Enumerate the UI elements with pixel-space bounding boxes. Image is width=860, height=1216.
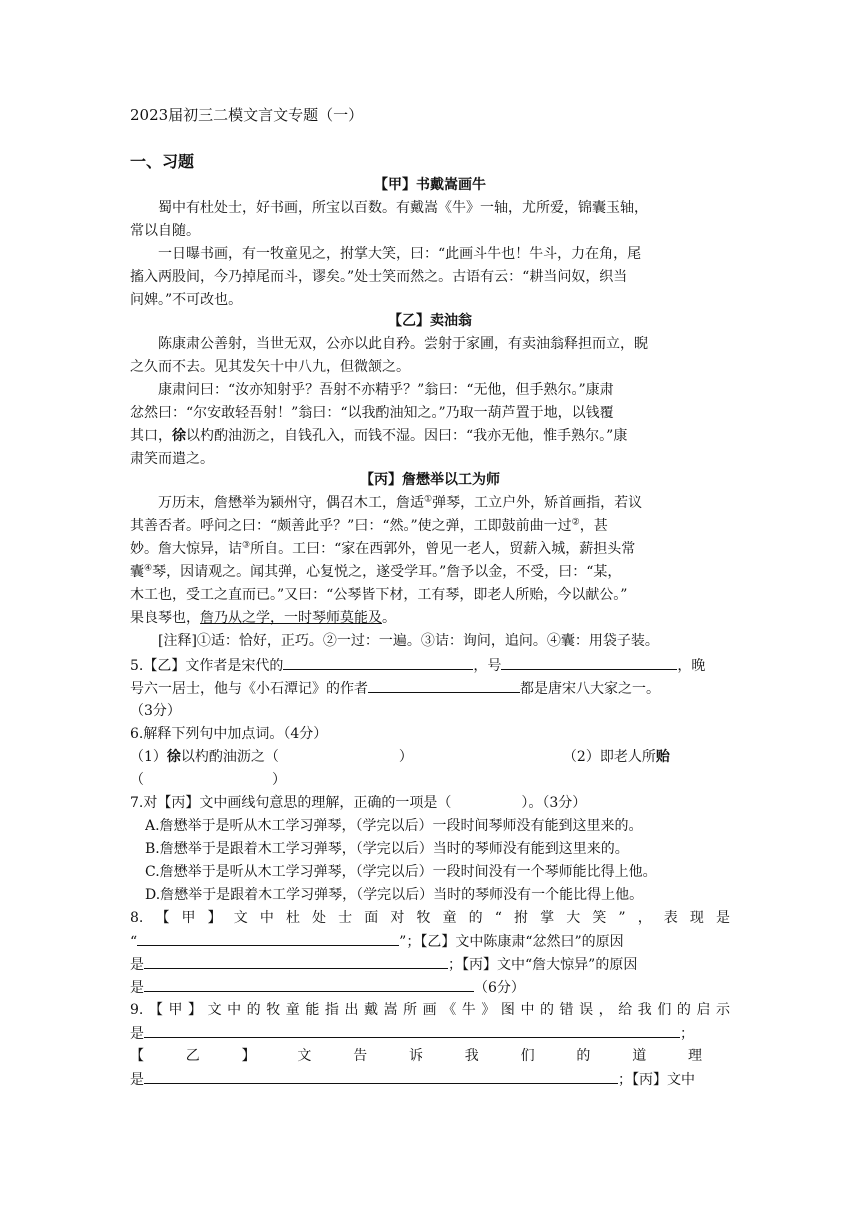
text-span: 都是唐宋八大家之一。 [520,681,660,697]
question-9-line: 9.【甲】文中的牧童能指出戴嵩所画《牛》图中的错误，给我们的启示 [130,1002,730,1018]
annotation-note: [注释]①适：恰好，正巧。②一过：一遍。③诘：询问，追问。④囊：用袋子装。 [158,633,659,649]
question-8-line [130,930,730,953]
text-span: 是 [130,980,144,996]
passage-b-line: 康肃问曰：“汝亦知射乎？吾射不亦精乎？”翁曰：“无他，但手熟尔。”康肃 [158,382,614,398]
passage-a-title: 【甲】书戴嵩画牛 [374,177,486,193]
question-9-line [130,1068,730,1091]
text-span: 其善否者。呼问之曰：“颇善此乎？”曰：“然。”使之弹，工即鼓前曲一过 [130,518,572,534]
text-span: ，晚 [677,658,706,674]
question-8-line [130,976,730,999]
answer-blank[interactable] [144,953,448,969]
text-span: 果良琴也， [130,610,200,626]
text-span: 。 [382,610,396,626]
question-6-items [130,746,730,768]
text-span: ） [398,749,413,765]
answer-blank[interactable] [144,1022,680,1038]
passage-a-line: 问婢。”不可改也。 [130,292,243,308]
text-span: （2）即老人所 [562,749,656,765]
passage-b-line [130,425,730,447]
answer-blank[interactable] [144,976,474,992]
passage-c-line: 木工也，受工之直而已。”又曰：“公琴皆下材，工有琴，即老人所贻，今以献公。” [130,587,628,603]
passage-b-title: 【乙】卖油翁 [388,313,472,329]
passage-b-line: 肃笑而遣之。 [130,451,214,467]
question-9-line: 【乙】文告诉我们的道理 [130,1048,730,1064]
passage-b-line: 忿然曰：“尔安敢轻吾射！”翁曰：“以我酌油知之。”乃取一葫芦置于地，以钱覆 [130,405,614,421]
text-span: 以杓酌油沥之，自钱孔入，而钱不湿。因曰：“我亦无他，惟手熟尔。”康 [186,428,628,444]
passage-c-line [130,607,730,629]
dotted-word: 徐 [166,749,181,765]
text-span: 琴，因请观之。闻其弹，心复悦之，遂受学耳。”詹予以金，不受，曰：“某， [152,564,622,580]
text-span: 其口， [130,428,172,444]
option-b[interactable]: B.詹懋举于是跟着木工学习弹琴，（学完以后）当时的琴师没有能到这里来的。 [145,841,629,857]
question-5-score: （3分） [130,703,181,719]
text-span: ；【丙】文中 [618,1072,695,1088]
text-span: 号六一居士，他与《小石潭记》的作者 [130,681,368,697]
text-span: 囊 [130,564,144,580]
passage-a-line: 常以自随。 [130,223,200,239]
underlined-sentence: 詹乃从之学，一时琴师莫能及 [200,610,382,626]
answer-blank[interactable] [137,930,399,946]
footnote-marker: ③ [242,540,251,551]
text-span: 所自。工曰：“家在西郭外，曾见一老人，贸薪入城，薪担头常 [250,541,636,557]
answer-blank[interactable] [283,654,473,670]
text-span: （1） [130,749,167,765]
passage-b-line: 之久而不去。见其发矢十中八九，但微颔之。 [130,359,410,375]
passage-a-line: 蜀中有杜处士，好书画，所宝以百数。有戴嵩《牛》一轴，尤所爱，锦囊玉轴， [158,200,648,216]
question-7-stem [130,792,730,814]
text-span: ； [680,1026,694,1042]
question-5-line [130,654,730,677]
dotted-word: 徐 [172,428,186,444]
passage-c-line [130,515,730,537]
passage-c-line [130,538,730,560]
document-title: 2023届初三二模文言文专题（一） [130,106,364,124]
dotted-word: 贻 [655,749,670,765]
question-9-line [130,1022,730,1045]
text-span: ，甚 [579,518,608,534]
footnote-marker: ② [571,517,580,528]
passage-c-line [130,561,730,583]
text-span: 万历末，詹懋举为颍州守，偶召木工，詹适 [158,495,424,511]
question-8-line: 8.【甲】文中杜处士面对牧童的“拊掌大笑”，表现是 [130,910,730,926]
footnote-marker: ① [424,494,433,505]
text-span: ）。（3分） [521,795,587,811]
text-span: 是 [130,957,144,973]
question-6-items [130,769,730,791]
text-span: 是 [130,1026,144,1042]
footnote-marker: ④ [144,563,153,574]
text-span: 以杓酌油沥之（ [180,749,279,765]
text-span: ，号 [473,658,502,674]
passage-a-line: 一日曝书画，有一牧童见之，拊掌大笑，曰：“此画斗牛也！牛斗，力在角，尾 [158,246,642,262]
text-span: 妙。詹大惊异，诘 [130,541,242,557]
answer-blank[interactable] [368,677,520,693]
text-span: “ [130,934,138,950]
passage-c-title: 【丙】詹懋举以工为师 [360,472,500,488]
option-c[interactable]: C.詹懋举于是听从木工学习弹琴，（学完以后）一段时间没有一个琴师能比得上他。 [145,864,657,880]
question-6-stem: 6.解释下列句中加点词。（4分） [130,726,328,742]
passage-b-line: 陈康肃公善射，当世无双，公亦以此自矜。尝射于家圃，有卖油翁释担而立，睨 [158,336,648,352]
text-span: 是 [130,1072,144,1088]
passage-a-line: 搐入两股间，今乃掉尾而斗，谬矣。”处士笑而然之。古语有云：“耕当问奴，织当 [130,269,628,285]
text-span: ”；【乙】文中陈康肃“忿然曰”的原因 [399,934,624,950]
option-a[interactable]: A.詹懋举于是听从木工学习弹琴，（学完以后）一段时间琴师没有能到这里来的。 [145,818,643,834]
question-5-line [130,677,730,700]
text-span: 弹琴，工立户外，矫首画指，若议 [432,495,643,511]
text-span: ；【丙】文中“詹大惊异”的原因 [448,957,638,973]
section-heading: 一、习题 [130,152,195,171]
text-span: （6分） [474,980,525,996]
passage-c-line [158,492,730,514]
answer-blank[interactable] [144,1068,618,1084]
question-8-line [130,953,730,976]
text-span: （ [130,772,144,788]
text-span: 7.对【丙】文中画线句意思的理解，正确的一项是（ [130,795,452,811]
text-span: 5.【乙】文作者是宋代的 [130,658,284,674]
option-d[interactable]: D.詹懋举于是跟着木工学习弹琴，（学完以后）当时的琴师没有一个能比得上他。 [145,887,644,903]
text-span: ） [272,772,286,788]
answer-blank[interactable] [501,654,677,670]
